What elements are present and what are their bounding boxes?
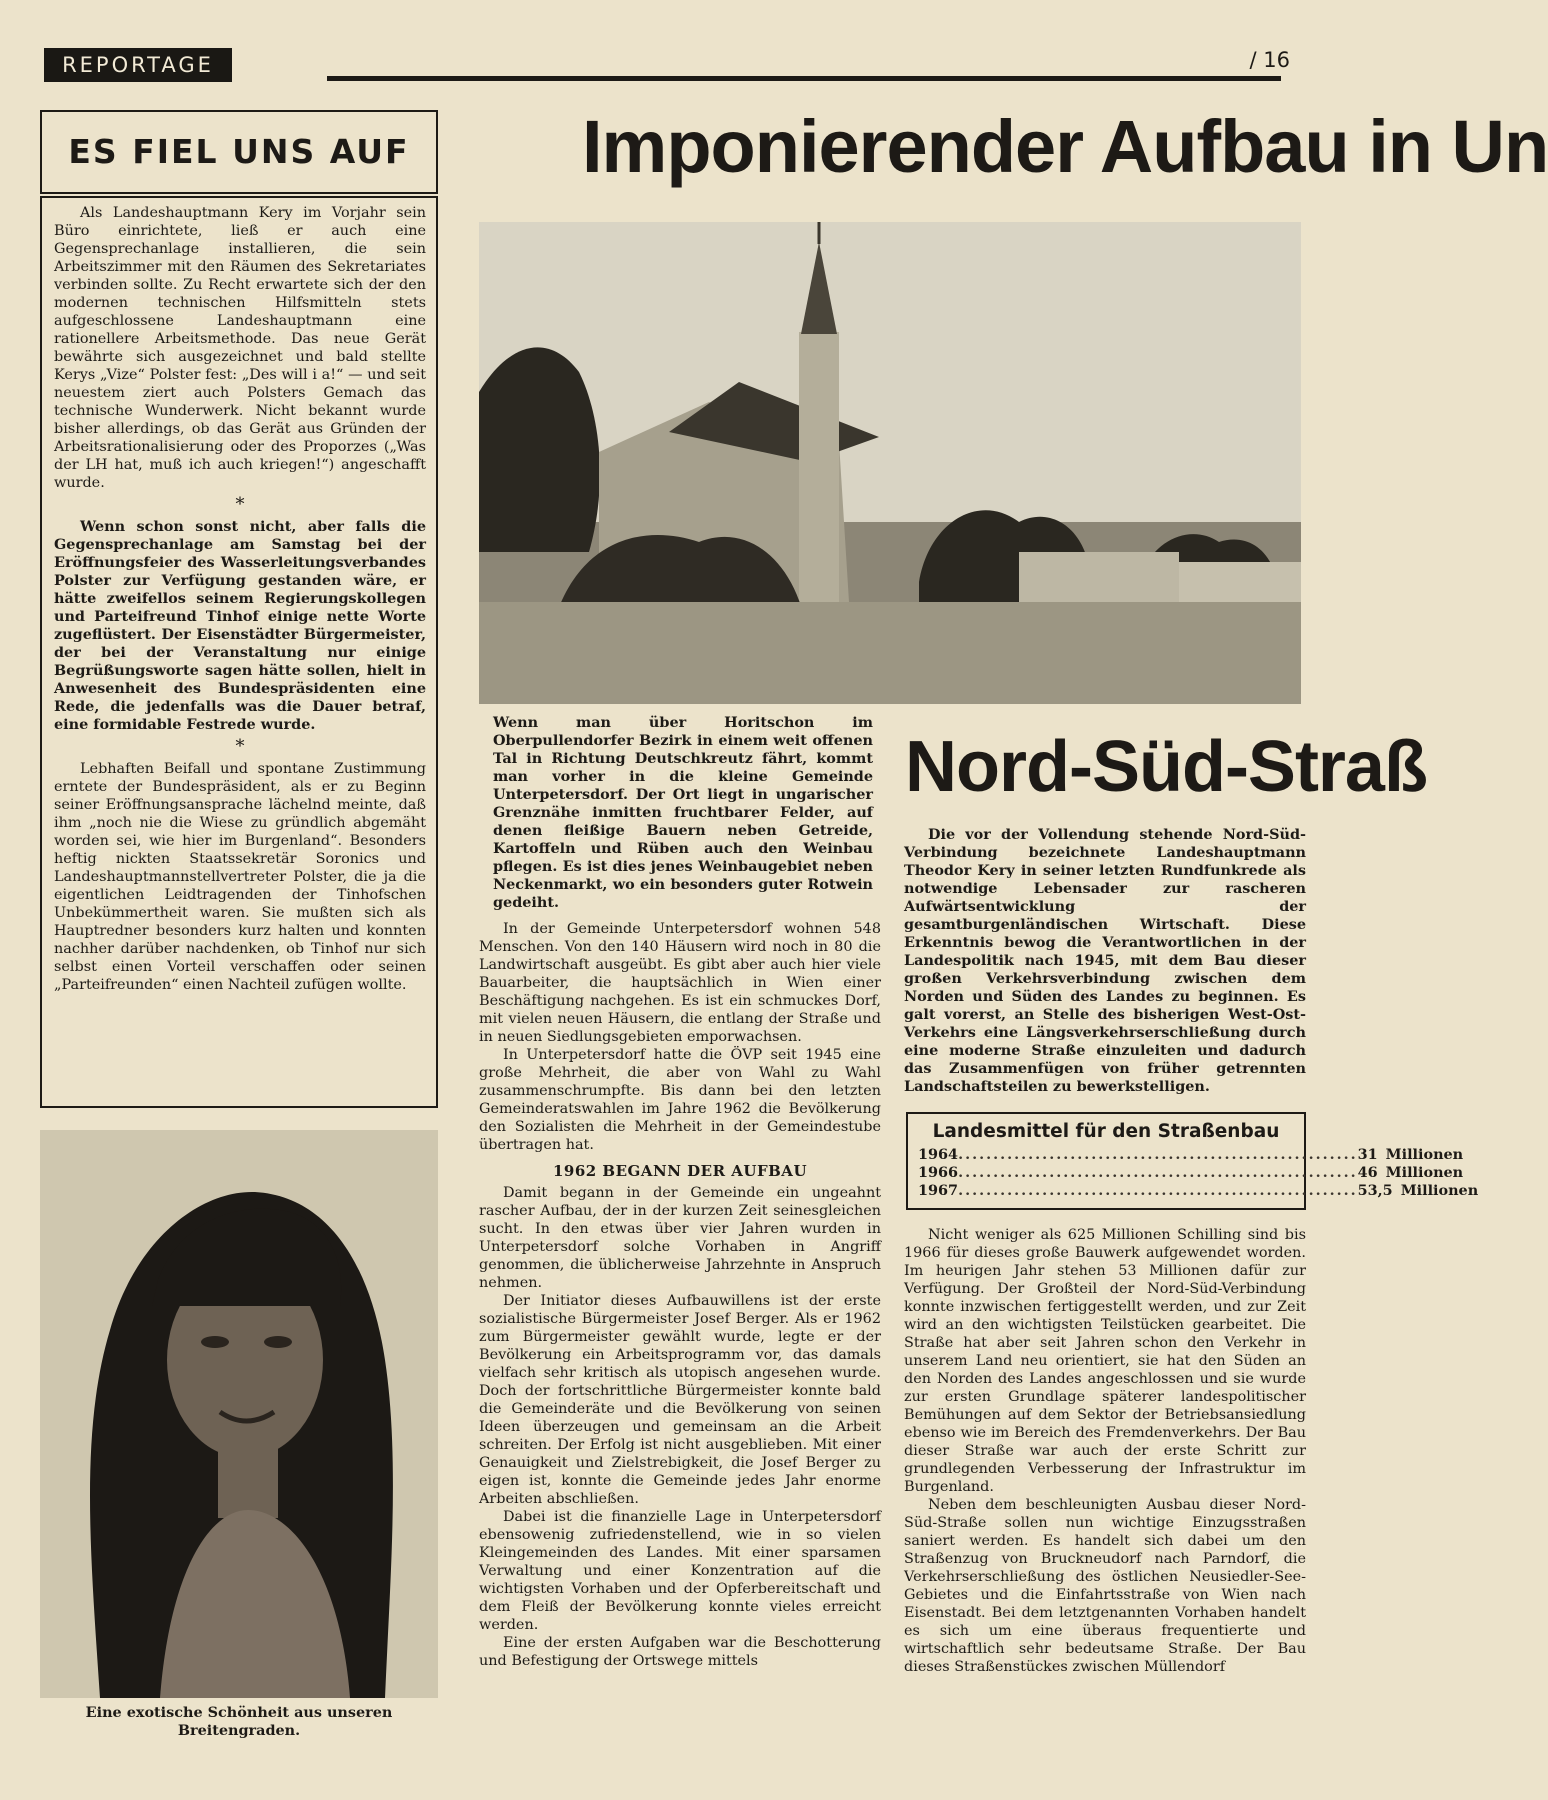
budget-unit: Millionen	[1400, 1182, 1479, 1199]
budget-row	[918, 1146, 1464, 1164]
leader-dots: .........................................................	[958, 1182, 1358, 1199]
budget-amount: 46	[1357, 1164, 1378, 1181]
budget-amount: 53,5	[1357, 1182, 1393, 1199]
sidebar-paragraph: Wenn schon sonst nicht, aber falls die Gegensprechanlage am Samstag bei der Eröffnungsfeier des Wasserleitungsverbandes Polster zur Verfügung gestanden wäre, er hätte zweifellos seinem Regierungskollegen und Parteifreund Tinhof einige nette Worte zugeflüstert. Der Eisenstädter Bürgermeister, der bei der Veranstaltung nur einige Begrüßungsworte sagen hätte sollen, hielt in Anwesenheit des Bundespräsidenten eine Rede, die jedenfalls was die Dauer betraf, eine formidable Festrede wurde.	[54, 518, 426, 733]
separator-star: *	[235, 736, 245, 757]
sidebar-paragraph: Lebhaften Beifall und spontane Zustimmung erntete der Bundespräsident, als er zu Beginn seiner Eröffnungsansprache lächelnd meinte, daß ihm „noch nie die Wiese zu gründlich abgemäht worden sei, wie hier im Burgenland“. Besonders heftig nickten Staatssekretär Soronics und Landeshauptmannstellvertreter Polster, die ja die eigentlichen Leidtragenden der Tinhofschen Unbekümmertheit waren. Sie mußten sich als Hauptredner besonders kurz halten und konnten nachher darüber nachdenken, ob Tinhof nur sich selbst einen Vorteil verschaffen oder seinen „Parteifreunden“ einen Nachteil zufügen wollte.	[54, 761, 426, 993]
main-headline: Imponierender Aufbau in Un	[582, 105, 1548, 188]
article-paragraph: Dabei ist die finanzielle Lage in Unterpetersdorf ebensowenig zufriedenstellend, wie in so vielen Kleingemeinden des Landes. Mit einer sparsamen Verwaltung und einer Konzentration auf die wichtigsten Vorhaben und der Opferbereitschaft und dem Fleiß der Bevölkerung konnte vieles erreicht werden.	[479, 1509, 881, 1633]
section-label: REPORTAGE	[44, 48, 232, 82]
portrait-photo	[40, 1130, 438, 1698]
separator-star: *	[235, 494, 245, 515]
article-road-body	[904, 1226, 1306, 1798]
article-paragraph: Der Initiator dieses Aufbauwillens ist der erste sozialistische Bürgermeister Josef Berger. Als er 1962 zum Bürgermeister gewählt wurde, legte er der Bevölkerung ein Arbeitsprogramm vor, das damals vielfach sehr kritisch als utopisch angesehen wurde. Doch der fortschrittliche Bürgermeister konnte bald die Gemeinderäte und die Bevölkerung von seinen Ideen überzeugen und gemeinsam an die Arbeit schreiten. Der Erfolg ist nicht ausgeblieben. Mit einer Genauigkeit und Zielstrebigkeit, die Josef Berger zu eigen ist, konnte die Gemeinde jedes Jahr enorme Arbeiten abschließen.	[479, 1293, 881, 1507]
budget-row	[918, 1182, 1479, 1200]
article-unterpetersdorf	[479, 714, 881, 1798]
sidebar-title: ES FIEL UNS AUF	[40, 110, 438, 194]
budget-unit: Millionen	[1385, 1146, 1464, 1163]
portrait-caption: Eine exotische Schönheit aus unseren Breitengraden.	[85, 1704, 393, 1739]
article-paragraph: Eine der ersten Aufgaben war die Beschotterung und Befestigung der Ortswege mittels	[479, 1635, 881, 1669]
secondary-headline: Nord-Süd-Straß	[905, 727, 1427, 807]
budget-year: 1964	[918, 1146, 959, 1163]
article-paragraph: Nicht weniger als 625 Millionen Schilling sind bis 1966 für dieses große Bauwerk aufgewendet worden. Im heurigen Jahr stehen 53 Millionen dafür zur Verfügung. Der Großteil der Nord-Süd-Verbindung konnte inzwischen fertiggestellt werden, und zur Zeit wird an den wichtigsten Teilstücken gearbeitet. Die Straße hat aber seit Jahren schon den Verkehr in unserem Land neu orientiert, sie hat den Süden an den Norden des Landes angeschlossen und sie wurde zur ersten Grundlage späterer landespolitischer Bemühungen auf dem Sektor der Betriebsansiedlung ebenso wie im Bereich des Fremdenverkehrs. Der Bau dieser Straße war auch der erste Schritt zur grundlegenden Verbesserung der Infrastruktur im Burgenland.	[904, 1227, 1306, 1495]
article-paragraph: Neben dem beschleunigten Ausbau dieser Nord-Süd-Straße sollen nun wichtige Einzugsstraßen saniert werden. Es handelt sich dabei um den Straßenzug von Bruckneudorf nach Parndorf, die Verkehrserschließung des östlichen Neusiedler-See-Gebietes und die Einfahrtsstraße von Wien nach Eisenstadt. Bei dem letztgenannten Vorhaben handelt es sich um eine überaus frequentierte und wirtschaftlich sehr bedeutsame Straße. Der Bau dieses Straßenstückes zwischen Müllendorf	[904, 1497, 1306, 1675]
article-subheading: 1962 BEGANN DER AUFBAU	[552, 1162, 808, 1180]
church-illustration	[479, 222, 1301, 704]
leader-dots: .........................................................	[958, 1164, 1358, 1181]
article-lead: Die vor der Vollendung stehende Nord-Süd-Verbindung bezeichnete Landeshauptmann Theodor Kery in seiner letzten Rundfunkrede als notwendige Lebensader zur rascheren Aufwärtsentwicklung der gesamtburgenländischen Wirtschaft. Diese Erkenntnis bewog die Verantwortlichen in der Landespolitik nach 1945, mit dem Bau dieser großen Verkehrsverbindung zwischen dem Norden und Süden des Landes zu beginnen. Es galt vorerst, an Stelle des bisherigen West-Ost-Verkehrs eine Längsverkehrserschließung durch eine moderne Straße einzuleiten und dadurch das Zusammenfügen von früher getrennten Landschaftsteilen zu bewerkstelligen.	[904, 826, 1306, 1095]
budget-title: Landesmittel für den Straßenbau	[932, 1121, 1280, 1142]
article-paragraph: Damit begann in der Gemeinde ein ungeahnt rascher Aufbau, der in der kurzen Zeit seinesgleichen sucht. In den etwas über vier Jahren wurden in Unterpetersdorf solche Vorhaben in Angriff genommen, die üblicherweise Jahrzehnte in Anspruch nehmen.	[479, 1185, 881, 1291]
budget-year: 1966	[918, 1164, 959, 1181]
budget-unit: Millionen	[1385, 1164, 1464, 1181]
budget-table	[906, 1112, 1479, 1210]
sidebar-box	[40, 196, 438, 1108]
header-rule	[327, 76, 1281, 81]
article-paragraph: In Unterpetersdorf hatte die ÖVP seit 1945 eine große Mehrheit, die aber von Wahl zu Wahl zusammenschrumpfte. Bis dann bei den letzten Gemeinderatswahlen im Jahre 1962 die Bevölkerung den Sozialisten die Mehrheit in der Gemeindestube übertragen hat.	[479, 1047, 881, 1153]
article-paragraph: In der Gemeinde Unterpetersdorf wohnen 548 Menschen. Von den 140 Häusern wird noch in 80 die Landwirtschaft ausgeübt. Es gibt aber auch hier viele Bauarbeiter, die hauptsächlich in Wien einer Beschäftigung nachgehen. Es ist ein schmuckes Dorf, mit vielen neuen Häusern, die entlang der Straße und in neuen Siedlungsgebieten emporwachsen.	[479, 921, 881, 1045]
budget-year: 1967	[918, 1182, 959, 1199]
page-number: / 16	[1249, 48, 1290, 72]
budget-row	[918, 1164, 1464, 1182]
sidebar-paragraph: Als Landeshauptmann Kery im Vorjahr sein Büro einrichtete, ließ er auch eine Gegensprechanlage installieren, die sein Arbeitszimmer mit den Räumen des Sekretariates verbinden sollte. Zu Recht erwartete sich der den modernen technischen Hilfsmitteln stets aufgeschlossene Landeshauptmann eine rationellere Arbeitsmethode. Das neue Gerät bewährte sich ausgezeichnet und bald stellte Kerys „Vize“ Polster fest: „Des will i a!“ — und seit neuestem ziert auch Polsters Gemach das technische Wunderwerk. Nicht bekannt wurde bisher allerdings, ob das Gerät aus Gründen der Arbeitsrationalisierung oder des Proporzes („Was der LH hat, muß ich auch kriegen!“) angeschafft wurde.	[54, 205, 426, 491]
church-photo	[479, 222, 1301, 704]
leader-dots: .........................................................	[958, 1146, 1358, 1163]
article-lead: Wenn man über Horitschon im Oberpullendorfer Bezirk in einem weit offenen Tal in Richtung Deutschkreutz fährt, kommt man vorher in die kleine Gemeinde Unterpetersdorf. Der Ort liegt in ungarischer Grenznähe inmitten fruchtbarer Felder, auf denen fleißige Bauern neben Getreide, Kartoffeln und Rüben auch den Weinbau pflegen. Es ist dies jenes Weinbaugebiet neben Neckenmarkt, wo ein besonders guter Rotwein gedeiht.	[493, 714, 873, 911]
article-road-lead	[904, 826, 1306, 1098]
budget-amount: 31	[1357, 1146, 1378, 1163]
portrait-illustration	[40, 1130, 438, 1698]
